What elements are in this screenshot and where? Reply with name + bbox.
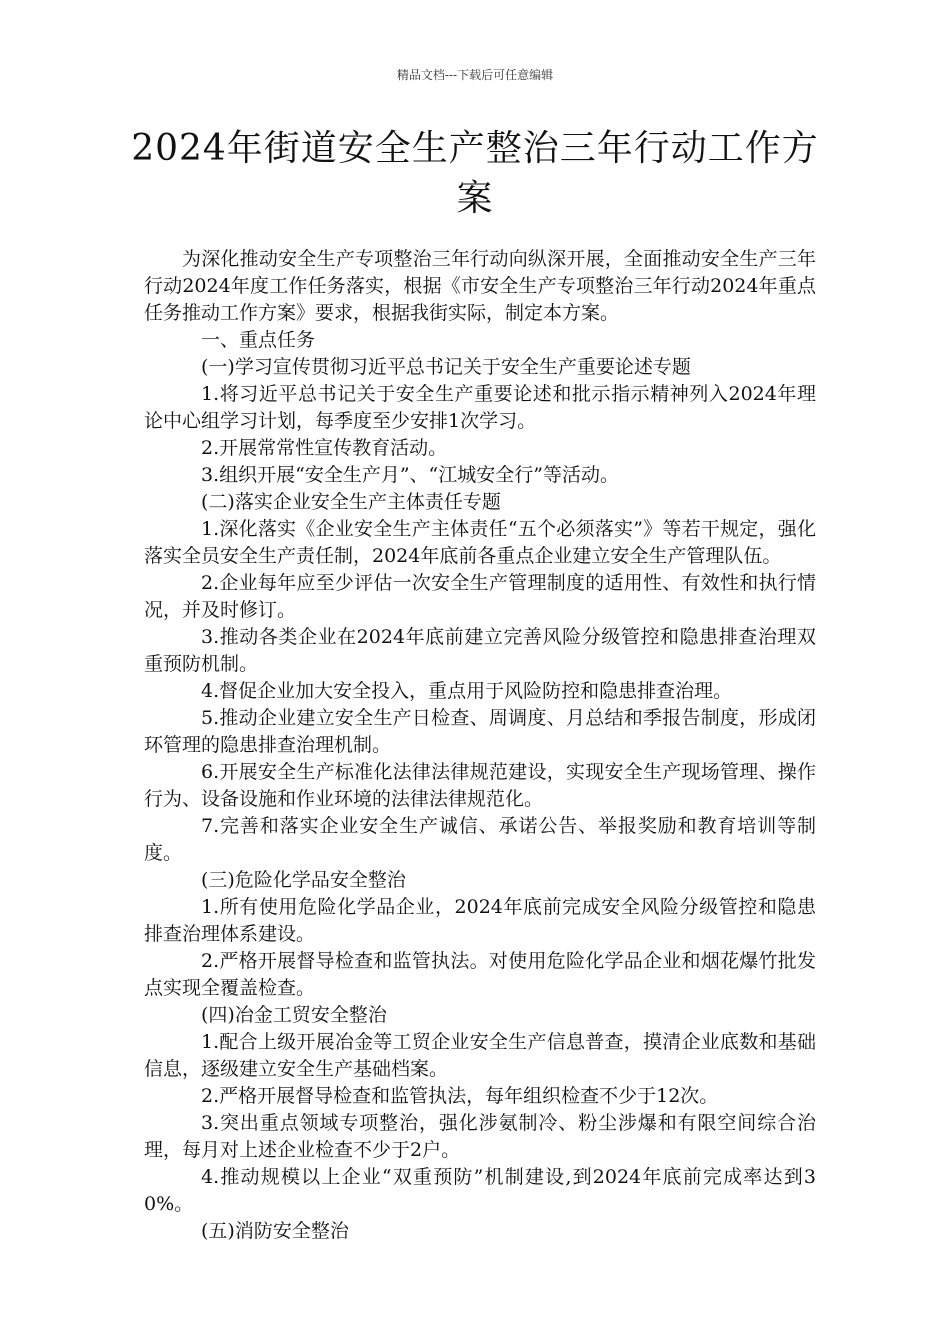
list-item: 3.推动各类企业在2024年底前建立完善风险分级管控和隐患排查治理双重预防机制。 bbox=[144, 626, 816, 675]
subsection-heading-3: (三)危险化学品安全整治 bbox=[201, 869, 406, 891]
list-item: 1.配合上级开展冶金等工贸企业安全生产信息普查，摸清企业底数和基础信息，逐级建立安全生产基础档案。 bbox=[144, 1031, 816, 1080]
document-body bbox=[144, 246, 816, 1245]
list-item: 4.督促企业加大安全投入，重点用于风险防控和隐患排查治理。 bbox=[201, 680, 733, 702]
page-header-note: 精品文档---下载后可任意编辑 bbox=[396, 68, 554, 82]
list-item: 3.组织开展“安全生产月”、“江城安全行”等活动。 bbox=[201, 464, 619, 486]
list-item: 6.开展安全生产标准化法律法律规范建设，实现安全生产现场管理、操作行为、设备设施和作业环境的法律法律规范化。 bbox=[144, 761, 816, 810]
list-item: 4.推动规模以上企业“双重预防”机制建设,到2024年底前完成率达到30%。 bbox=[144, 1166, 816, 1215]
list-item: 2.企业每年应至少评估一次安全生产管理制度的适用性、有效性和执行情况，并及时修订。 bbox=[144, 572, 816, 621]
list-item: 7.完善和落实企业安全生产诚信、承诺公告、举报奖励和教育培训等制度。 bbox=[144, 815, 816, 864]
list-item: 2.开展常常性宣传教育活动。 bbox=[201, 437, 448, 459]
section-heading-key-tasks: 一、重点任务 bbox=[201, 329, 316, 351]
document-title: 2024年街道安全生产整治三年行动工作方案 bbox=[131, 128, 819, 219]
list-item: 2.严格开展督导检查和监管执法。对使用危险化学品企业和烟花爆竹批发点实现全覆盖检查。 bbox=[144, 950, 816, 999]
list-item: 5.推动企业建立安全生产日检查、周调度、月总结和季报告制度，形成闭环管理的隐患排查治理机制。 bbox=[144, 707, 816, 756]
list-item: 1.将习近平总书记关于安全生产重要论述和批示指示精神列入2024年理论中心组学习计划，每季度至少安排1次学习。 bbox=[144, 383, 816, 432]
list-item: 2.严格开展督导检查和监管执法，每年组织检查不少于12次。 bbox=[201, 1085, 719, 1107]
paragraph-intro: 为深化推动安全生产专项整治三年行动向纵深开展，全面推动安全生产三年行动2024年度工作任务落实，根据《市安全生产专项整治三年行动2024年重点任务推动工作方案》要求，根据我街实际，制定本方案。 bbox=[144, 248, 816, 324]
subsection-heading-4: (四)冶金工贸安全整治 bbox=[201, 1004, 387, 1026]
list-item: 1.深化落实《企业安全生产主体责任“五个必须落实”》等若干规定，强化落实全员安全生产责任制，2024年底前各重点企业建立安全生产管理队伍。 bbox=[144, 518, 816, 567]
subsection-heading-2: (二)落实企业安全生产主体责任专题 bbox=[201, 491, 501, 513]
subsection-heading-5: (五)消防安全整治 bbox=[201, 1220, 349, 1242]
list-item: 3.突出重点领域专项整治，强化涉氨制冷、粉尘涉爆和有限空间综合治理，每月对上述企业检查不少于2户。 bbox=[144, 1112, 816, 1161]
subsection-heading-1: (一)学习宣传贯彻习近平总书记关于安全生产重要论述专题 bbox=[201, 356, 691, 378]
list-item: 1.所有使用危险化学品企业，2024年底前完成安全风险分级管控和隐患排查治理体系建设。 bbox=[144, 896, 816, 945]
